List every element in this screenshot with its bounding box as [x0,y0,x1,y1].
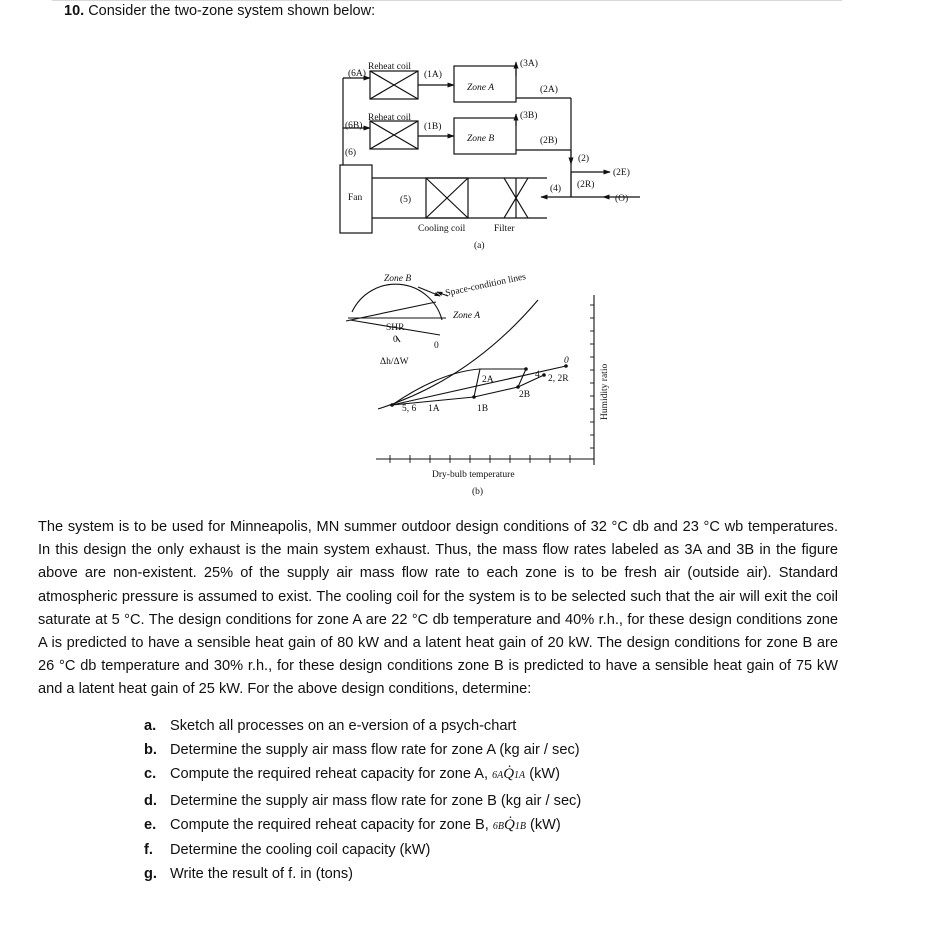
label-point-1a: 1A [428,404,440,414]
heat-subscript-post: 1B [514,821,526,832]
label-point-2-2r: 2, 2R [548,374,569,384]
task-letter: b. [144,742,157,758]
label-point-4: 4 [535,370,540,380]
label-o: (O) [615,194,629,204]
label-2r: (2R) [577,180,595,190]
label-zone-b: Zone B [467,134,495,144]
label-zone-a-b: Zone A [453,311,481,321]
heat-subscript-pre: 6A [492,770,504,781]
task-letter: a. [144,718,157,734]
label-cooling-coil: Cooling coil [418,224,466,234]
label-space-lines: Space-condition lines [444,272,527,299]
label-2: (2) [578,154,590,164]
question-text: Consider the two-zone system shown below: [88,3,376,19]
label-shr: SHR [386,323,405,333]
label-fan: Fan [348,193,363,203]
label-dh-dw: Δh/ΔW [380,357,409,367]
zone-a-process [392,369,526,405]
label-6b: (6B) [345,121,363,131]
task-letter: d. [144,793,157,809]
zone-b-process [392,387,518,405]
label-point-5-6: 5, 6 [402,404,417,414]
task-text: Write the result of f. in (tons) [170,866,354,882]
label-3b: (3B) [520,111,538,121]
task-unit: (kW) [530,817,561,833]
task-text: Determine the supply air mass flow rate for zone B (kg air / sec) [170,793,582,809]
label-6: (6) [345,148,357,158]
label-1b: (1B) [424,122,442,132]
task-text: Compute the required reheat capacity for zone B, [170,817,489,833]
label-point-2a: 2A [482,375,494,385]
label-zero-side: 0 [434,341,439,351]
label-drybulb: Dry-bulb temperature [432,470,515,480]
task-text: Determine the supply air mass flow rate for zone A (kg air / sec) [170,742,580,758]
label-5: (5) [400,195,412,205]
task-letter: e. [144,817,157,833]
task-text: Compute the required reheat capacity for zone A, [170,766,489,782]
label-point-0: 0 [564,356,569,366]
label-humidity-ratio: Humidity ratio [600,363,610,420]
heat-subscript-pre: 6B [492,821,504,832]
label-point-1b: 1B [477,404,489,414]
label-1a: (1A) [424,70,442,80]
label-point-2b: 2B [519,390,531,400]
task-letter: g. [144,866,157,882]
label-2b: (2B) [540,136,558,146]
label-2a: (2A) [540,85,558,95]
label-4: (4) [550,184,562,194]
problem-statement: The system is to be used for Minneapolis, MN summer outdoor design conditions of 32 °C db and 23 °C wb temperatures. In this design the only exhaust is the main system exhaust. Thus, the mass flow rates labeled as 3A and 3B in the figure above are non-existent. 25% of the supply air mass flow rate to each zone is to be fresh air (outside air). Standard atmospheric pressure is assumed to exist. The cooling coil for the system is to be selected such that the air will exit the coil saturate at 5 °C. The design conditions for zone A are 22 °C db temperature and 40% r.h., for these design conditions zone A is predicted to have a sensible heat gain of 80 kW and a latent heat gain of 20 kW. The design conditions for zone B are 26 °C db temperature and 30% r.h., for these design conditions zone B is predicted to have a sensible heat gain of 75 kW and a latent heat gain of 25 kW. For the above design conditions, determine: [38,519,838,698]
heat-rate-symbol: Q̇ [503,817,515,833]
task-unit: (kW) [529,766,560,782]
heat-subscript-post: 1A [514,770,526,781]
shr-protractor [352,284,442,320]
label-filter: Filter [494,224,515,234]
caption-b: (b) [472,487,484,497]
task-text: Determine the cooling coil capacity (kW) [170,842,431,858]
label-3a: (3A) [520,59,538,69]
heat-rate-symbol: Q̇ [503,766,515,782]
label-zone-a: Zone A [467,83,495,93]
label-shr-zero: 0 [393,335,398,345]
label-6a: (6A) [348,69,366,79]
task-letter: f. [144,842,153,858]
label-reheat-coil-b: Reheat coil [368,113,411,123]
task-text: Sketch all processes on an e-version of a psych-chart [170,718,517,734]
label-2e: (2E) [613,168,630,178]
caption-a: (a) [474,241,485,251]
label-reheat-coil-a: Reheat coil [368,62,411,72]
label-zone-b-b: Zone B [384,274,412,284]
question-number: 10. [64,3,85,19]
task-letter: c. [144,766,157,782]
